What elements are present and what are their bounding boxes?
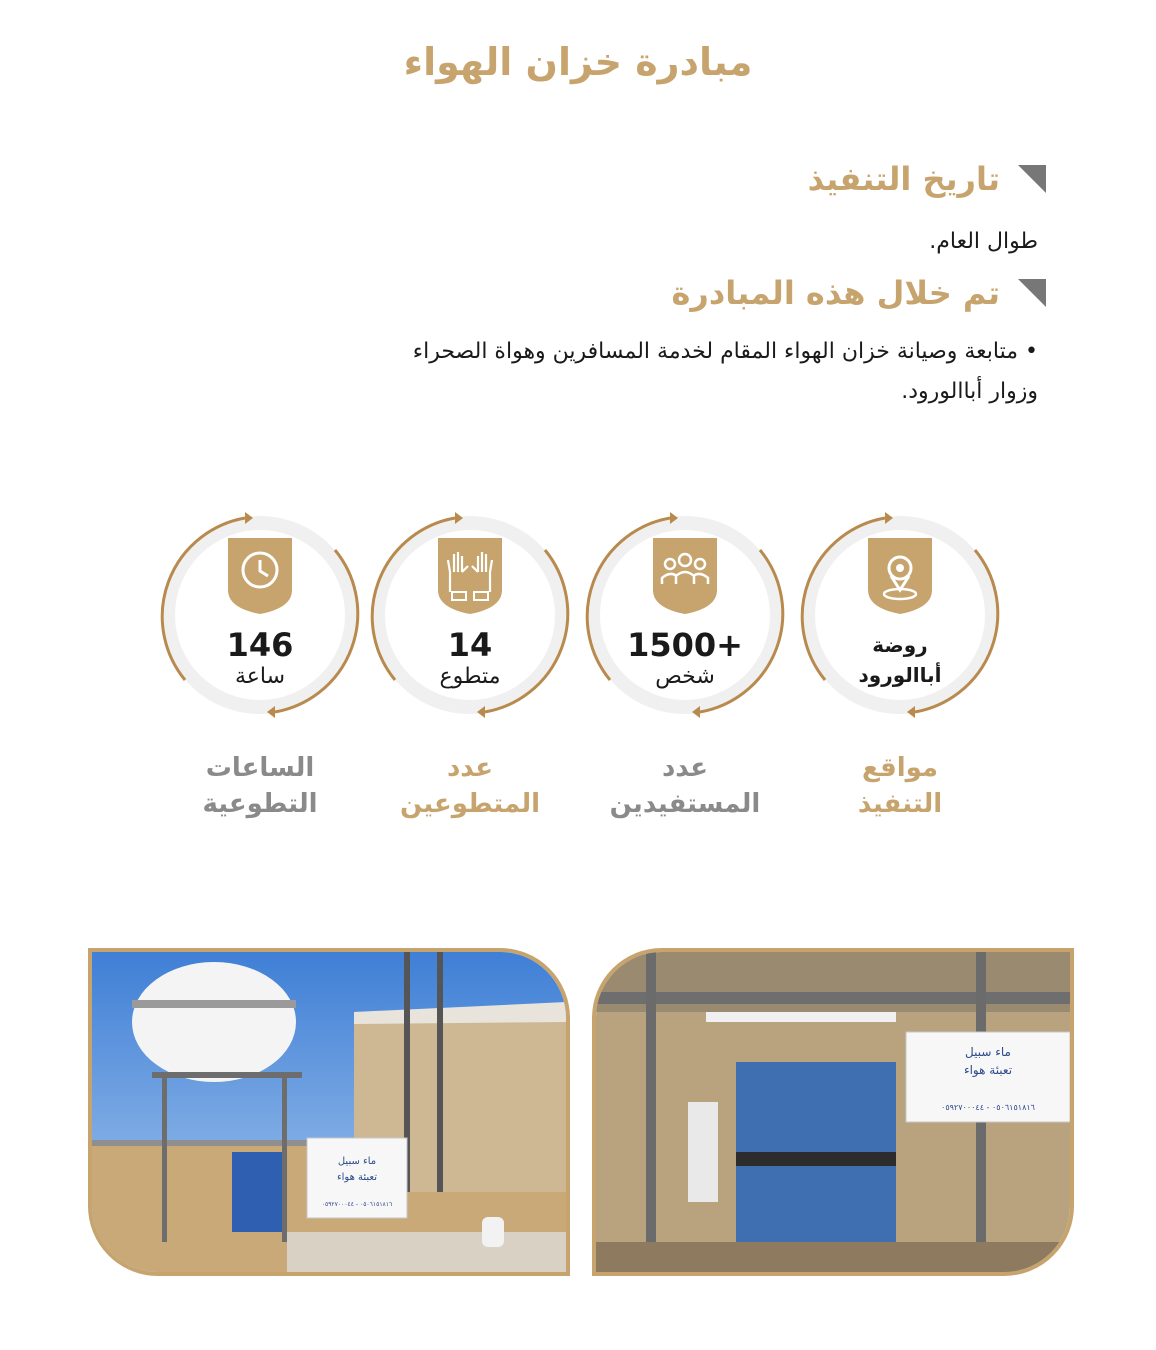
stat-value: 14 — [447, 626, 493, 664]
sign-text-line2: تعبئة هواء — [963, 1063, 1013, 1077]
stat-value: 146 — [226, 626, 294, 664]
sign-text-line1: ماء سبيل — [337, 1156, 377, 1167]
stat-caption-line1: الساعات — [205, 753, 315, 783]
photo-water-tank — [88, 948, 570, 1276]
photo-water-station-illustration — [596, 952, 1070, 1272]
sign-text-line2: تعبئة هواء — [336, 1172, 378, 1183]
stat-caption-line1: مواقع — [861, 753, 939, 783]
page-title: مبادرة خزان الهواء — [403, 40, 753, 84]
stat-value: 1500+ — [627, 626, 743, 664]
location-pin-icon — [868, 538, 932, 614]
stat-location-line1: روضة — [872, 633, 928, 657]
section-activities-body-line2: وزوار أباالورود. — [901, 379, 1038, 404]
section-activities-body-line1: • متابعة وصيانة خزان الهواء المقام لخدمة المسافرين وهواة الصحراء — [412, 339, 1038, 364]
stat-caption-line1: عدد — [661, 753, 709, 783]
raised-hands-icon — [438, 538, 502, 614]
stat-location-line2: أباالورود — [858, 663, 942, 687]
photo-water-station — [592, 948, 1074, 1276]
stat-unit: متطوع — [439, 664, 501, 689]
clock-icon — [228, 538, 292, 614]
sign-phone: ٠٥٠٦١٥١٨١٦ - ٠٥٩٢٧٠٠٠٤٤ — [941, 1103, 1035, 1112]
stat-caption-line1: عدد — [446, 753, 494, 783]
sign-phone: ٠٥٠٦١٥١٨١٦ - ٠٥٩٢٧٠٠٠٤٤ — [321, 1201, 393, 1208]
section-heading-activities-text: تم خلال هذه المبادرة — [671, 274, 1000, 312]
stat-caption-line2: التطوعية — [202, 789, 318, 819]
stat-caption-line2: المستفيدين — [609, 789, 761, 819]
people-group-icon — [653, 538, 717, 614]
stat-caption-line2: المتطوعين — [399, 789, 541, 819]
sign-text-line1: ماء سبيل — [965, 1045, 1011, 1059]
section-heading-activities — [672, 274, 1046, 312]
triangle-bullet-icon — [1018, 165, 1046, 193]
stat-caption-line2: التنفيذ — [857, 789, 943, 819]
section-heading-date-text: تاريخ التنفيذ — [807, 160, 1000, 198]
triangle-bullet-icon — [1018, 279, 1046, 307]
photo-water-tank-illustration — [92, 952, 566, 1272]
stats-row — [0, 510, 1156, 840]
stat-unit: ساعة — [234, 664, 286, 689]
section-heading-date — [808, 160, 1046, 198]
section-date-body: طوال العام. — [929, 229, 1038, 254]
stat-unit: شخص — [655, 664, 715, 689]
